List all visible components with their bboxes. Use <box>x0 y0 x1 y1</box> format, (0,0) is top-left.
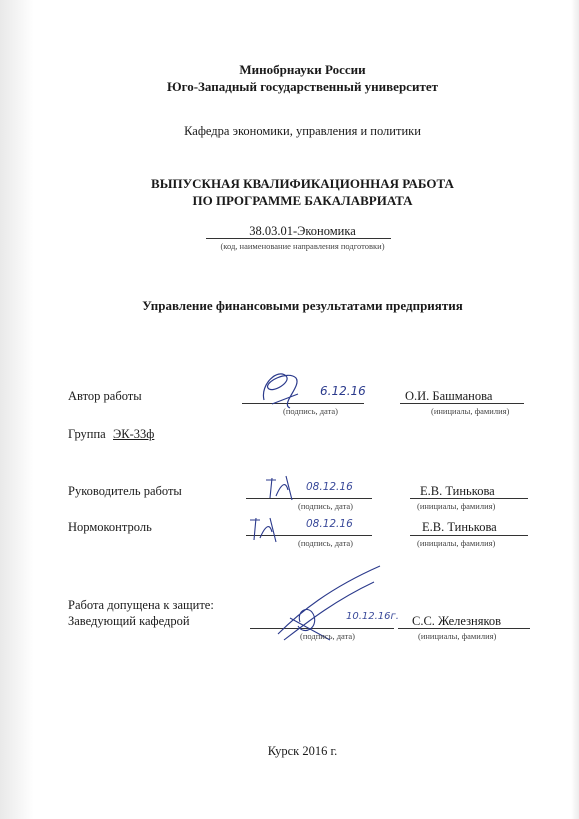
ministry-title: Минобрнауки России <box>239 62 366 77</box>
normcontrol-name-line <box>410 535 528 536</box>
head-name-caption: (инициалы, фамилия) <box>418 631 497 641</box>
group-value: ЭК-33ф <box>113 427 155 441</box>
normcontrol-name: Е.В. Тинькова <box>422 520 497 534</box>
author-sign-date: 6.12.16 <box>320 384 366 398</box>
admission-label: Работа допущена к защите: <box>68 598 214 612</box>
city-year: Курск 2016 г. <box>267 744 338 758</box>
author-label: Автор работы <box>68 389 142 403</box>
direction-value: 38.03.01-Экономика <box>249 224 356 238</box>
supervisor-name-caption: (инициалы, фамилия) <box>417 501 496 511</box>
direction-underline <box>206 238 391 239</box>
author-sign-caption: (подпись, дата) <box>283 406 339 416</box>
group-label: Группа <box>68 427 106 441</box>
author-name-caption: (инициалы, фамилия) <box>431 406 510 416</box>
normcontrol-label: Нормоконтроль <box>68 520 152 534</box>
supervisor-sign-date: 08.12.16 <box>306 481 353 493</box>
head-name: С.С. Железняков <box>412 614 502 628</box>
supervisor-name: Е.В. Тинькова <box>420 484 495 498</box>
supervisor-sign-caption: (подпись, дата) <box>298 501 354 511</box>
scan-left-edge <box>0 0 34 819</box>
head-of-department-label: Заведующий кафедрой <box>68 614 190 628</box>
direction-caption: (код, наименование направления подготовки) <box>220 241 385 251</box>
author-name-line <box>400 403 524 404</box>
normcontrol-sign-caption: (подпись, дата) <box>298 538 354 548</box>
head-name-line <box>398 628 530 629</box>
topic-title: Управление финансовыми результатами предприятия <box>142 298 463 313</box>
admission-sign-date: 10.12.16г. <box>346 611 399 622</box>
normcontrol-name-caption: (инициалы, фамилия) <box>417 538 496 548</box>
normcontrol-signature-icon <box>246 512 288 546</box>
work-type-line1: ВЫПУСКНАЯ КВАЛИФИКАЦИОННАЯ РАБОТА <box>151 176 454 191</box>
scan-right-edge <box>571 0 579 819</box>
admission-sign-caption: (подпись, дата) <box>300 631 356 641</box>
author-name: О.И. Башманова <box>405 389 493 403</box>
supervisor-name-line <box>410 498 528 499</box>
supervisor-label: Руководитель работы <box>68 484 182 498</box>
department-title: Кафедра экономики, управления и политики <box>184 124 421 138</box>
normcontrol-sign-date: 08.12.16 <box>306 518 353 530</box>
work-type-line2: ПО ПРОГРАММЕ БАКАЛАВРИАТА <box>192 193 413 208</box>
university-title: Юго-Западный государственный университет <box>167 79 438 94</box>
